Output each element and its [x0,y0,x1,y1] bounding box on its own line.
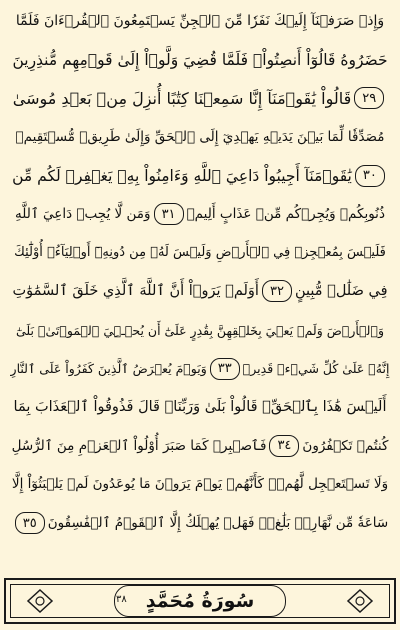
verse-line [10,118,390,157]
verse-text: فَلَيۡسَ بِمُعۡجِزٖ فِي ٱلۡأَرۡضِ وَلَيۡسَ لَهُۥ مِن دُونِهِۦٓ أَوۡلِيَآءُۚ أُوْلَٰٓئِكَ [14,245,386,261]
verse-line [10,234,390,273]
verse-line [10,2,390,41]
verse-text: أَلَيۡسَ هَٰذَا بِٱلۡحَقِّۖ قَالُواْ بَلَىٰ وَرَبِّنَاۚ قَالَ فَذُوقُواْ ٱلۡعَذَابَ بِمَا [13,399,387,416]
verse-line [10,79,390,118]
verse-text: حَضَرُوهُ قَالُوٓاْ أَنصِتُواْۖ فَلَمَّا قُضِيَ وَلَّوۡاْ إِلَىٰ قَوۡمِهِم مُّنذِرِينَ [12,50,388,69]
verse-line [10,427,390,466]
ayah-number-marker: ٣٤ [269,435,299,457]
verse-line [10,272,390,311]
verse-text: إِنَّهُۥ عَلَىٰ كُلِّ شَيۡءٖ قَدِيرٞ [242,361,390,377]
verse-text: قَالُواْ يَٰقَوۡمَنَآ إِنَّا سَمِعۡنَا كِتَٰبًا أُنزِلَ مِنۢ بَعۡدِ مُوسَىٰ [12,88,352,108]
verse-line [10,349,390,388]
verse-text: وَلَا تَسۡتَعۡجِل لَّهُمۡۚ كَأَنَّهُمۡ يَوۡمَ يَرَوۡنَ مَا يُوعَدُونَ لَمۡ يَلۡبَثُوٓاْ إِلَّا [11,476,389,493]
verse-line [10,41,390,80]
verse-line [10,388,390,427]
verse-text: وَيَوۡمَ يُعۡرَضُ ٱلَّذِينَ كَفَرُواْ عَلَى ٱلنَّارِ [10,361,207,377]
verse-text: وَٱلۡأَرۡضَ وَلَمۡ يَعۡيَ بِخَلۡقِهِنَّ بِقَٰدِرٍ عَلَىٰٓ أَن يُحۡـِۧيَ ٱلۡمَوۡتَىٰۚ بَلَىٰٓ [15,322,385,338]
verse-text: وَمَن لَّا يُجِبۡ دَاعِيَ ٱللَّهِ [15,206,151,223]
verse-text: يَٰقَوۡمَنَآ أَجِيبُواْ دَاعِيَ ٱللَّهِ وَءَامِنُواْ بِهِۦ يَغۡفِرۡ لَكُم مِّن [12,166,352,185]
verse-text: وَإِذۡ صَرَفۡنَآ إِلَيۡكَ نَفَرٗا مِّنَ ٱلۡجِنِّ يَسۡتَمِعُونَ ٱلۡقُرۡءَانَ فَلَمَّا [15,13,385,30]
ayah-number-marker: ٢٩ [354,87,384,109]
verse-line [10,504,390,543]
verse-text: فِي ضَلَٰلٖ مُّبِينٍ [294,283,388,300]
verse-lines [10,2,390,542]
verse-line [10,465,390,504]
surah-verse-count: ٣٨ [116,594,127,605]
verse-line [10,311,390,350]
ayah-number-marker: ٣٣ [210,358,240,380]
verse-line [10,156,390,195]
ayah-number-marker: ٣١ [154,203,184,225]
ornament-icon [346,588,374,614]
ayah-number-marker: ٣٥ [15,512,45,534]
verse-text: سَاعَةٗ مِّن نَّهَارِۭۚ بَلَٰغٞۚ فَهَلۡ يُهۡلَكُ إِلَّا ٱلۡقَوۡمُ ٱلۡفَٰسِقُونَ [47,515,389,532]
surah-header [4,578,396,624]
ayah-number-marker: ٣٠ [355,165,385,187]
verse-text: مُصَدِّقٗا لِّمَا بَيۡنَ يَدَيۡهِ يَهۡدِيٓ إِلَى ٱلۡحَقِّ وَإِلَىٰ طَرِيقٖ مُّسۡتَقِيمٖ [15,129,385,146]
ayah-number-marker: ٣٢ [262,280,292,302]
ornament-icon [26,588,54,614]
surah-title: سُورَةُ مُحَمَّدٍ [145,590,255,612]
verse-text: فَٱصۡبِرۡ كَمَا صَبَرَ أُوْلُواْ ٱلۡعَزۡمِ مِنَ ٱلرُّسُلِ [11,437,267,454]
verse-text: كُنتُمۡ تَكۡفُرُونَ [302,437,389,454]
verse-line [10,195,390,234]
verse-text: ذُنُوبِكُمۡ وَيُجِرۡكُم مِّنۡ عَذَابٍ أَلِيمٖ [186,206,385,223]
surah-title-cartouche [114,585,286,617]
verse-text: أَوَلَمۡ يَرَوۡاْ أَنَّ ٱللَّهَ ٱلَّذِي خَلَقَ ٱلسَّمَٰوَٰتِ [12,283,259,300]
